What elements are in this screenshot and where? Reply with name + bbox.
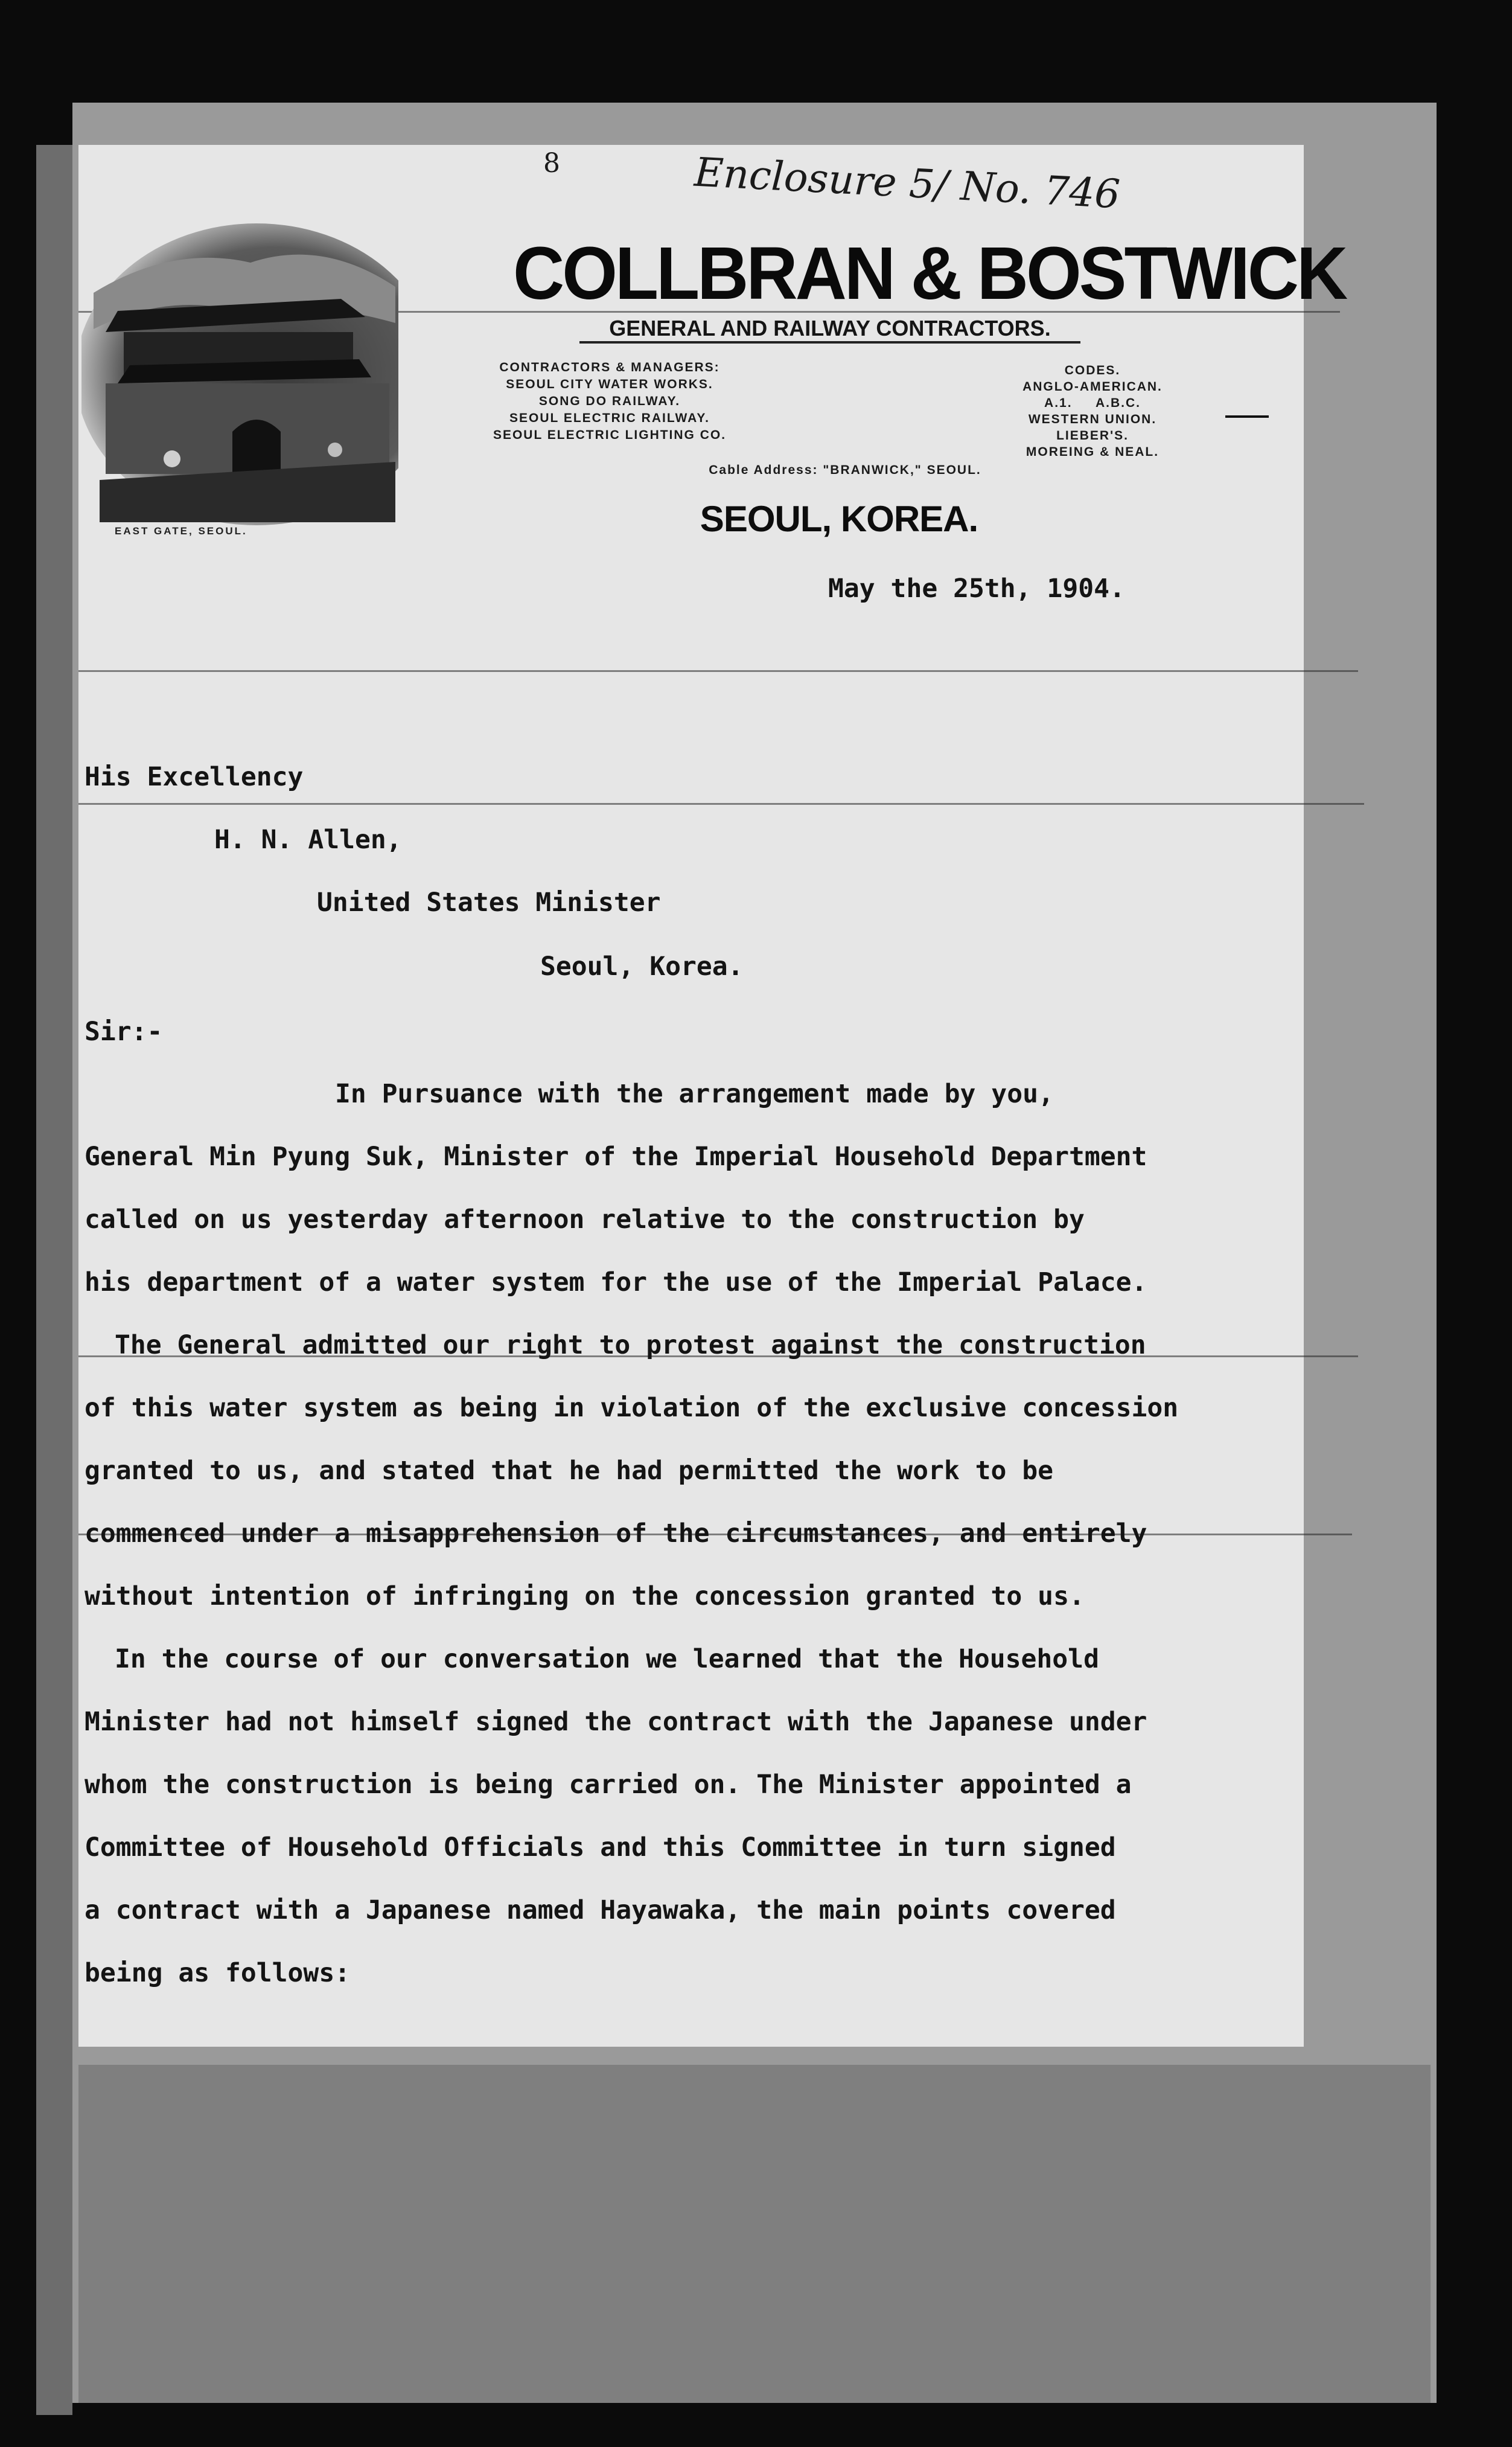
code-item: LIEBER'S. <box>1056 429 1129 443</box>
recipient-title: His Excellency <box>85 762 304 792</box>
scan-line <box>78 670 1358 672</box>
code-item: ANGLO-AMERICAN. <box>1022 380 1163 394</box>
codes-block <box>984 362 1201 460</box>
code-item: WESTERN UNION. <box>1028 412 1157 426</box>
code-item: MOREING & NEAL. <box>1026 445 1160 459</box>
vignette-caption: EAST GATE, SEOUL. <box>115 525 247 537</box>
body-line: of this water system as being in violation of the exclusive concession <box>85 1393 1179 1423</box>
codes-heading: CODES. <box>1064 363 1121 377</box>
handwritten-number: 8 <box>543 148 560 179</box>
backing-lower <box>78 2065 1431 2403</box>
recipient-office: United States Minister <box>317 888 661 918</box>
contractor-item: SEOUL ELECTRIC LIGHTING CO. <box>493 428 727 442</box>
film-edge <box>36 145 72 2415</box>
pen-mark <box>1225 415 1269 418</box>
gate-illustration-icon <box>81 220 398 528</box>
code-item: A.1. A.B.C. <box>1044 396 1141 410</box>
body-line: In the course of our conversation we learned that the Household <box>115 1644 1099 1674</box>
recipient-name: H. N. Allen, <box>214 825 402 855</box>
body-line: granted to us, and stated that he had permitted the work to be <box>85 1456 1054 1486</box>
salutation: Sir:- <box>85 1017 163 1047</box>
body-line: called on us yesterday afternoon relative to the construction by <box>85 1204 1085 1235</box>
body-line: In Pursuance with the arrangement made by you, <box>335 1079 1054 1109</box>
contractors-block <box>441 359 779 444</box>
cable-address: Cable Address: "BRANWICK," SEOUL. <box>709 463 981 477</box>
contractor-item: SEOUL CITY WATER WORKS. <box>506 377 713 391</box>
body-line: commenced under a misapprehension of the circumstances, and entirely <box>85 1518 1147 1549</box>
body-line: without intention of infringing on the concession granted to us. <box>85 1581 1085 1611</box>
contractor-item: SEOUL ELECTRIC RAILWAY. <box>509 411 710 425</box>
body-line: being as follows: <box>85 1958 351 1988</box>
east-gate-vignette <box>81 220 398 528</box>
contractors-heading: CONTRACTORS & MANAGERS: <box>499 360 720 374</box>
body-line: The General admitted our right to protest against the construction <box>115 1330 1146 1360</box>
letterhead-city: SEOUL, KOREA. <box>700 499 978 539</box>
body-line: Minister had not himself signed the contract with the Japanese under <box>85 1707 1147 1737</box>
body-line: a contract with a Japanese named Hayawaka, the main points covered <box>85 1895 1116 1925</box>
letter-date: May the 25th, 1904. <box>828 574 1125 604</box>
contractor-item: SONG DO RAILWAY. <box>538 394 681 408</box>
company-name: COLLBRAN & BOSTWICK <box>513 231 1346 316</box>
scan-line <box>78 803 1364 805</box>
body-line: whom the construction is being carried on. The Minister appointed a <box>85 1770 1132 1800</box>
body-line: his department of a water system for the use of the Imperial Palace. <box>85 1267 1147 1297</box>
body-line: General Min Pyung Suk, Minister of the Imperial Household Department <box>85 1142 1147 1172</box>
recipient-city: Seoul, Korea. <box>540 952 744 982</box>
body-line: Committee of Household Officials and this Committee in turn signed <box>85 1832 1116 1863</box>
company-subtitle: GENERAL AND RAILWAY CONTRACTORS. <box>579 316 1080 344</box>
handwritten-enclosure-note: Enclosure 5/ No. 746 <box>693 149 1121 218</box>
